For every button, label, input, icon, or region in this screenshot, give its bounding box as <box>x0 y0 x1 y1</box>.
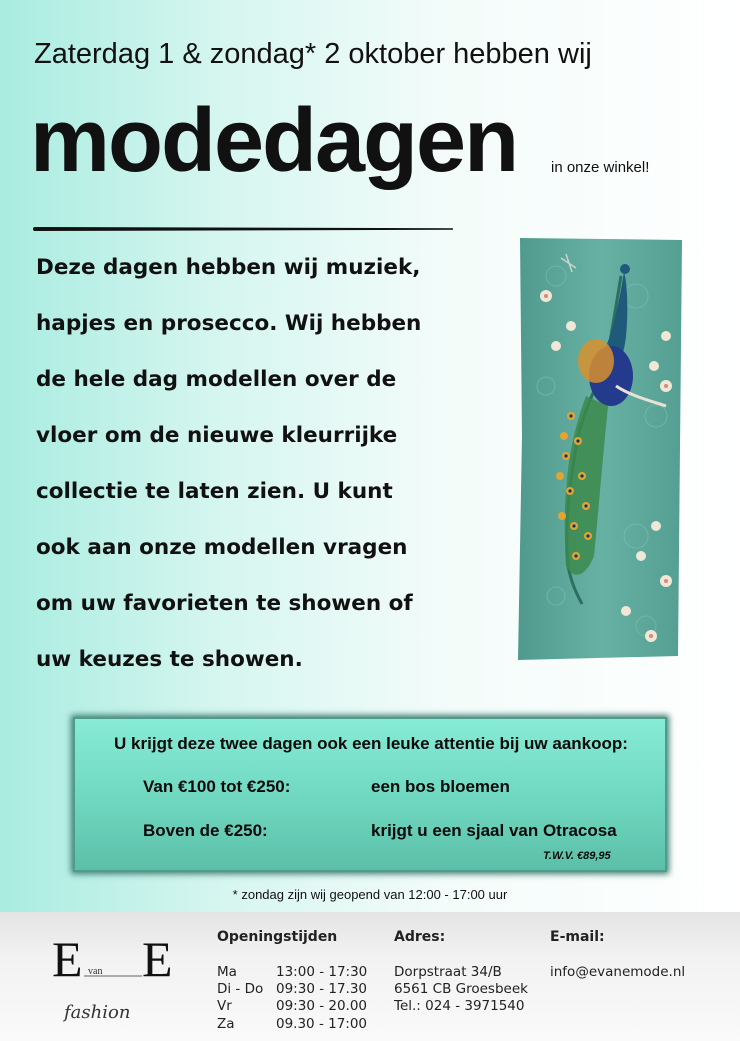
hours-day: Za <box>217 1016 235 1032</box>
hours-time: 09:30 - 17.30 <box>276 981 368 997</box>
footer <box>0 912 740 1041</box>
hours-time: 09.30 - 17:00 <box>276 1016 368 1032</box>
hours-day: Vr <box>217 998 232 1014</box>
offer-condition-1: Van €100 tot €250: <box>143 777 291 796</box>
email-heading: E-mail: <box>550 929 605 945</box>
title-suffix: in onze winkel! <box>551 159 650 176</box>
address-line: 6561 CB Groesbeek <box>394 981 528 997</box>
body-line: hapjes en prosecco. Wij hebben <box>36 311 422 336</box>
logo-letter-left: E <box>52 931 83 987</box>
address-phone[interactable]: Tel.: 024 - 3971540 <box>394 998 525 1014</box>
email-link[interactable]: info@evanemode.nl <box>550 964 686 980</box>
offer-value-note: T.W.V. €89,95 <box>543 850 611 862</box>
hours-day: Di - Do <box>217 981 264 997</box>
offer-condition-2: Boven de €250: <box>143 821 268 840</box>
offer-gift-2: krijgt u een sjaal van Otracosa <box>371 821 617 840</box>
offer-gift-1: een bos bloemen <box>371 777 510 796</box>
evane-logo <box>50 924 180 1029</box>
body-text <box>36 240 486 688</box>
hours-heading: Openingstijden <box>217 929 338 945</box>
logo-fashion: fashion <box>64 1002 131 1023</box>
hours-day: Ma <box>217 964 237 980</box>
title-modedagen: modedagen <box>30 91 518 191</box>
divider-line <box>33 227 453 231</box>
peacock-scarf-image <box>516 236 684 660</box>
logo-letter-right: E <box>142 931 173 987</box>
body-line: ook aan onze modellen vragen <box>36 535 408 560</box>
hours-time: 09:30 - 20.00 <box>276 998 368 1014</box>
body-line: om uw favorieten te showen of <box>36 591 413 616</box>
offer-title: U krijgt deze twee dagen ook een leuke attentie bij uw aankoop: <box>114 734 628 753</box>
body-line: collectie te laten zien. U kunt <box>36 479 393 504</box>
body-line: de hele dag modellen over de <box>36 367 397 392</box>
hours-time: 13:00 - 17:30 <box>276 964 368 980</box>
body-line: Deze dagen hebben wij muziek, <box>36 255 421 280</box>
body-line: uw keuzes te showen. <box>36 647 303 672</box>
headline: Zaterdag 1 & zondag* 2 oktober hebben wij <box>34 38 592 70</box>
address-line: Dorpstraat 34/B <box>394 964 502 980</box>
body-line: vloer om de nieuwe kleurrijke <box>36 423 398 448</box>
address-heading: Adres: <box>394 929 446 945</box>
offer-box <box>73 717 667 872</box>
logo-van: van <box>88 966 103 977</box>
footnote: * zondag zijn wij geopend van 12:00 - 17:00 uur <box>232 887 508 902</box>
